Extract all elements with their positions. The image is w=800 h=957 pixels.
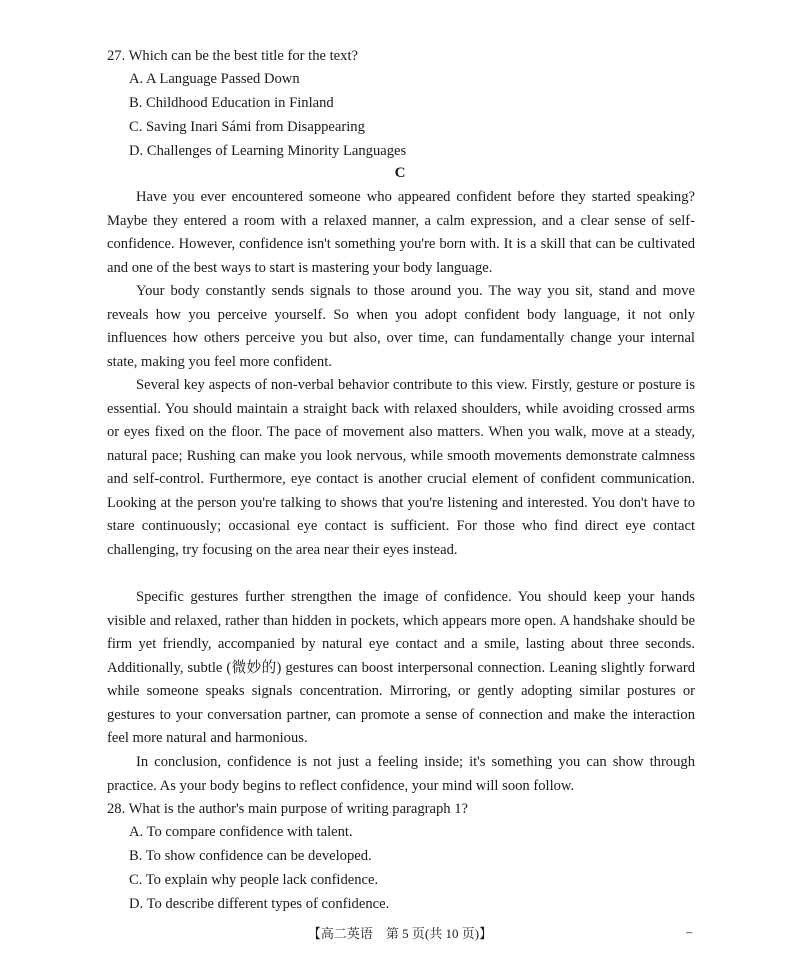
passage-paragraph-5: In conclusion, confidence is not just a feeling inside; it's something you can show through practice. As your body begins to reflect confidence, your mind will soon follow.: [107, 754, 695, 794]
question-27-option-b: B. Childhood Education in Finland: [129, 95, 334, 111]
question-28-option-a: A. To compare confidence with talent.: [129, 824, 353, 840]
question-28-option-c: C. To explain why people lack confidence.: [129, 872, 379, 888]
question-27-stem: 27. Which can be the best title for the text?: [107, 48, 358, 64]
question-27-option-c: C. Saving Inari Sámi from Disappearing: [129, 119, 365, 135]
passage-paragraph-3: Several key aspects of non-verbal behavior contribute to this view. Firstly, gesture or posture is essential. You should maintain a straight back with relaxed shoulders, while avoiding crossed arms or eyes fixed on the floor. The pace of movement also matters. When you walk, move at a steady, natural pace; Rushing can make you look nervous, while smooth movements demonstrate calmness and self-control. Furthermore, eye contact is another crucial element of confident communication. Looking at the person you're talking to shows that you're listening and interested. You don't have to stare continuously; occasional eye contact is sufficient. For those who find direct eye contact challenging, try focusing on the area near their eyes instead.: [107, 377, 695, 558]
passage-paragraph-1: Have you ever encountered someone who appeared confident before they started speaking? Maybe they entered a room with a relaxed manner, a calm expression, and a clear sense of self-confidence. However, confidence isn't something you're born with. It is a skill that can be cultivated and one of the best ways to start is mastering your body language.: [107, 189, 695, 276]
question-27-option-d: D. Challenges of Learning Minority Languages: [129, 143, 407, 159]
question-27-option-a: A. A Language Passed Down: [129, 71, 300, 87]
section-heading: C: [394, 165, 406, 181]
question-28-option-d: D. To describe different types of confidence.: [129, 896, 390, 912]
question-28-stem: 28. What is the author's main purpose of writing paragraph 1?: [107, 801, 469, 817]
footer-mark: –: [686, 924, 693, 939]
question-28-option-b: B. To show confidence can be developed.: [129, 848, 372, 864]
passage-paragraph-4: Specific gestures further strengthen the image of confidence. You should keep your hands visible and relaxed, rather than hidden in pockets, which appears more open. A handshake should be firm yet friendly, accompanied by natural eye contact and a smile, lasting about three seconds. Additionally, subtle (微妙的) gestures can boost interpersonal connection. Leaning slightly forward while someone speaks signals concentration. Mirroring, or gently adopting similar postures or gestures to your conversation partner, can promote a sense of connection and make the interaction feel more natural and harmonious.: [107, 589, 695, 747]
page-footer: 【高二英语 第 5 页(共 10 页)】: [307, 926, 493, 941]
passage-paragraph-2: Your body constantly sends signals to those around you. The way you sit, stand and move reveals how you perceive yourself. So when you adopt confident body language, it not only influences how others perceive you but also, over time, can fundamentally change your internal state, making you feel more confident.: [107, 283, 695, 370]
